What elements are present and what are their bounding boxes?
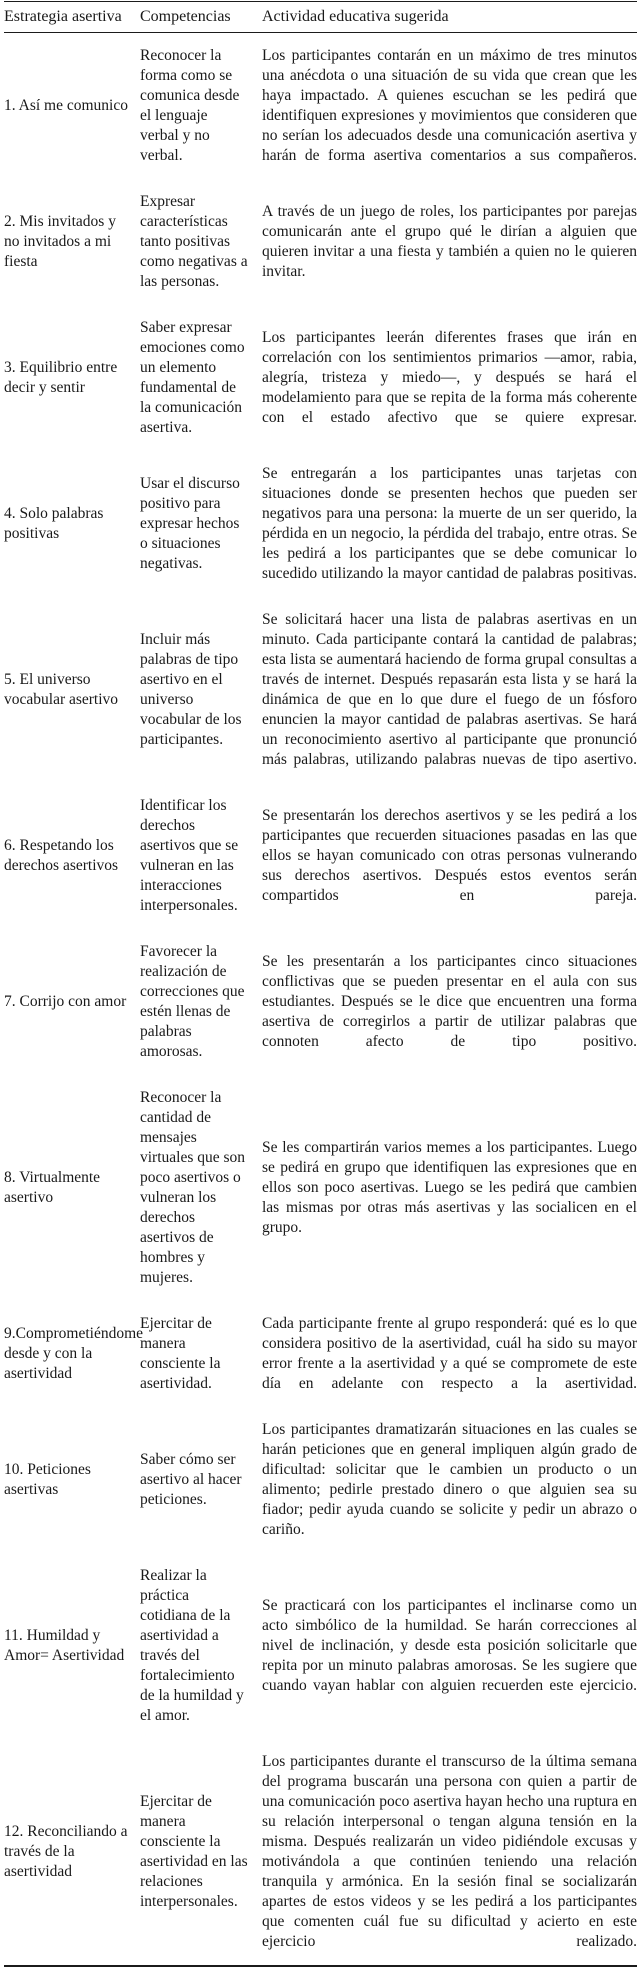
cell-estrategia-1: 1. Así me comunico bbox=[4, 97, 128, 115]
cell-actividad-7: Se les presentarán a los participantes cinco situaciones conflictivas que se pueden presentar en el aula con sus estudiantes. Después se le dice que encuentren una forma asertiva de corregirlos a partir de utilizar palabras que connoten afecto de tipo positivo. bbox=[262, 953, 637, 1051]
cell-competencia-1: Reconocer la forma como se comunica desde el lenguaje verbal y no verbal. bbox=[140, 47, 240, 165]
cell-estrategia-12: 12. Reconciliando a través de la asertividad bbox=[4, 1823, 128, 1881]
table-row bbox=[4, 33, 637, 180]
table-row bbox=[4, 1553, 637, 1739]
assertive-strategies-table bbox=[4, 1, 637, 1967]
cell-competencia-5: Incluir más palabras de tipo asertivo en el universo vocabular de los participantes. bbox=[140, 631, 242, 749]
cell-competencia-7: Favorecer la realización de correcciones que estén llenas de palabras amorosas. bbox=[140, 943, 245, 1061]
column-header-competencias: Competencias bbox=[140, 2, 262, 33]
cell-competencia-11: Realizar la práctica cotidiana de la asertividad a través del fortalecimiento de la humildad y el amor. bbox=[140, 1567, 244, 1725]
cell-estrategia-2: 2. Mis invitados y no invitados a mi fiesta bbox=[4, 213, 116, 271]
table-row bbox=[4, 179, 637, 305]
cell-actividad-10: Los participantes dramatizarán situaciones en las cuales se harán peticiones que en general impliquen algún grado de dificultad: solicitar que le cambien un producto o un alimento; pedirle prestado dinero o que alguien sea su fiador; pedir ayuda cuando se solicite y pedir un abrazo o cariño. bbox=[262, 1421, 637, 1539]
column-header-actividad: Actividad educativa sugerida bbox=[262, 2, 637, 33]
cell-competencia-6: Identificar los derechos asertivos que se vulneran en las interacciones interpersonales. bbox=[140, 797, 239, 915]
table-row bbox=[4, 597, 637, 783]
cell-estrategia-7: 7. Corrijo con amor bbox=[4, 993, 127, 1011]
cell-competencia-4: Usar el discurso positivo para expresar hechos o situaciones negativas. bbox=[140, 475, 240, 573]
cell-estrategia-4: 4. Solo palabras positivas bbox=[4, 505, 104, 543]
column-header-estrategia: Estrategia asertiva bbox=[4, 2, 140, 33]
cell-competencia-8: Reconocer la cantidad de mensajes virtuales que son poco asertivos o vulneran los derechos asertivos de hombres y mujeres. bbox=[140, 1089, 246, 1287]
cell-estrategia-5: 5. El universo vocabular asertivo bbox=[4, 671, 119, 709]
cell-competencia-3: Saber expresar emociones como un elemento fundamental de la comunicación asertiva. bbox=[140, 319, 245, 437]
cell-actividad-12: Los participantes durante el transcurso de la última semana del programa buscarán una persona con quien a partir de una comunicación poco asertiva hayan hecho una ruptura en su relación interpersonal o tengan alguna tensión en la misma. Después realizarán un video pidiéndole excusas y motivándola a que continúen teniendo una relación tranquila y armónica. En la sesión final se socializarán apartes de estos videos y se les pedirá a los participantes que comenten cuál fue su dificultad y acierto en este ejercicio realizado. bbox=[262, 1753, 637, 1951]
cell-competencia-12: Ejercitar de manera consciente la asertividad en las relaciones interpersonales. bbox=[140, 1793, 248, 1911]
table-row bbox=[4, 1739, 637, 1966]
cell-actividad-11: Se practicará con los participantes el inclinarse como un acto simbólico de la humildad. Se harán correcciones al nivel de inclinación, y desde esta posición solicitarle que repita por un minuto palabras amorosas. Se les sugiere que cuando vayan hablar con alguien recuerden este ejercicio. bbox=[262, 1597, 637, 1695]
table-row bbox=[4, 783, 637, 929]
header-row bbox=[4, 2, 637, 33]
cell-actividad-1: Los participantes contarán en un máximo de tres minutos una anécdota o una situación de su vida que crean que les haya impactado. A quienes escuchan se les pedirá que identifiquen expresiones y movimientos que consideren que no serían los adecuados desde una comunicación asertiva y harán de forma asertiva comentarios a sus compañeros. bbox=[262, 47, 637, 165]
table-body bbox=[4, 33, 637, 1967]
cell-estrategia-8: 8. Virtualmente asertivo bbox=[4, 1169, 101, 1207]
cell-actividad-4: Se entregarán a los participantes unas tarjetas con situaciones donde se presenten hechos que pueden ser negativos para una persona: la muerte de un ser querido, la pérdida en un negocio, la pérdida del trabajo, entre otras. Se les pedirá a los participantes que se debe comunicar lo sucedido utilizando la mayor cantidad de palabras positivas. bbox=[262, 465, 637, 583]
cell-actividad-3: Los participantes leerán diferentes frases que irán en correlación con los sentimientos primarios —amor, rabia, alegría, tristeza y miedo—, y después se hará el modelamiento para que se repita de la forma más coherente con el estado afectivo que se quiere expresar. bbox=[262, 329, 637, 427]
cell-competencia-10: Saber cómo ser asertivo al hacer peticiones. bbox=[140, 1451, 242, 1509]
cell-actividad-5: Se solicitará hacer una lista de palabras asertivas en un minuto. Cada participante contará la cantidad de palabras; esta lista se aumentará haciendo de forma grupal consultas a través de internet. Después repasarán esta lista y se hará la dinámica de que en lo que dure el fuego de un fósforo enuncien la mayor cantidad de palabras asertivas. Se hará un reconocimiento asertivo al participante que pronunció más palabras, utilizando palabras nuevas de tipo asertivo. bbox=[262, 611, 637, 769]
cell-actividad-6: Se presentarán los derechos asertivos y se les pedirá a los participantes que recuerden situaciones pasadas en las que ellos se hayan comunicado con otras personas vulnerando sus derechos asertivos. Después estos eventos serán compartidos en pareja. bbox=[262, 807, 637, 905]
cell-actividad-2: A través de un juego de roles, los participantes por parejas comunicarán ante el grupo qué le dirían a alguien que quieren invitar a una fiesta y también a quien no le quieren invitar. bbox=[262, 203, 637, 281]
table-row bbox=[4, 1301, 637, 1407]
table-row bbox=[4, 1075, 637, 1301]
cell-estrategia-9: 9.Comprometiéndome desde y con la asertividad bbox=[4, 1325, 144, 1383]
cell-competencia-2: Expresar características tanto positivas como negativas a las personas. bbox=[140, 193, 248, 291]
cell-estrategia-10: 10. Peticiones asertivas bbox=[4, 1461, 91, 1499]
cell-actividad-8: Se les compartirán varios memes a los participantes. Luego se pedirá en grupo que identifiquen las expresiones que en ellos son poco asertivas. Luego se les pedirá que cambien las mismas por otras más asertivas y las socialicen en el grupo. bbox=[262, 1139, 637, 1237]
cell-actividad-9: Cada participante frente al grupo responderá: qué es lo que considera positivo de la asertividad, cuál ha sido su mayor error frente a la asertividad y a qué se compromete de este día en adelante con respecto a la asertividad. bbox=[262, 1315, 637, 1393]
table-row bbox=[4, 451, 637, 597]
cell-estrategia-11: 11. Humildad y Amor= Asertividad bbox=[4, 1627, 125, 1665]
table-row bbox=[4, 1407, 637, 1553]
table-row bbox=[4, 929, 637, 1075]
table-row bbox=[4, 305, 637, 451]
cell-estrategia-3: 3. Equilibrio entre decir y sentir bbox=[4, 359, 118, 397]
table-header bbox=[4, 2, 637, 33]
cell-competencia-9: Ejercitar de manera consciente la asertividad. bbox=[140, 1315, 221, 1393]
cell-estrategia-6: 6. Respetando los derechos asertivos bbox=[4, 837, 119, 875]
